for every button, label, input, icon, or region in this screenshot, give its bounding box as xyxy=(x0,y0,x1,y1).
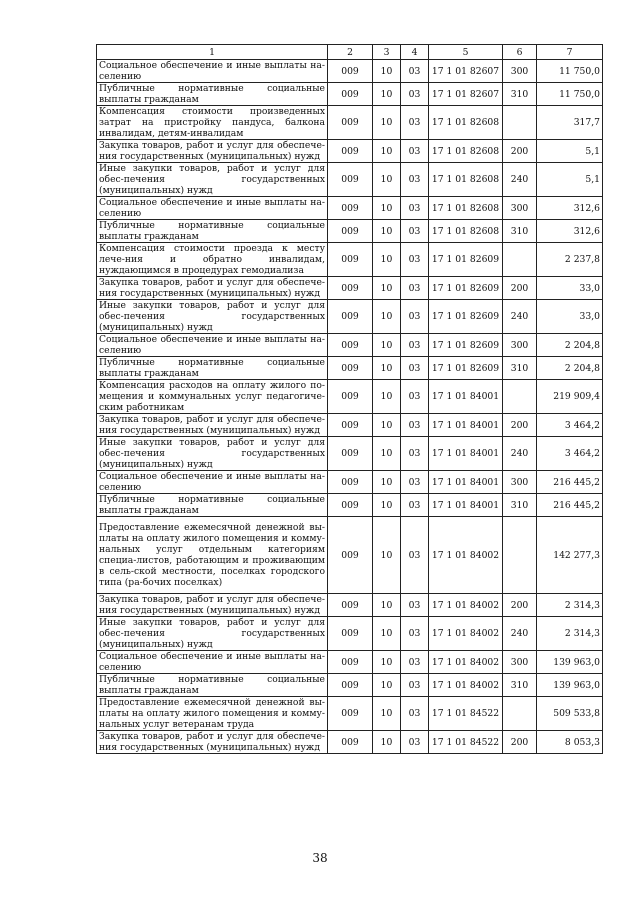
subsection-code-cell: 03 xyxy=(401,517,429,594)
amount-cell: 5,1 xyxy=(537,163,603,197)
amount-cell: 33,0 xyxy=(537,277,603,300)
target-article-cell: 17 1 01 82607 xyxy=(429,60,503,83)
row-name-cell: Иные закупки товаров, работ и услуг для обес-печения государственных (муниципальных) нужд xyxy=(97,300,328,334)
row-name-cell: Компенсация стоимости проезда к месту лече-ния и обратно инвалидам, нуждающимся в процедурах гемодиализа xyxy=(97,243,328,277)
ministry-code-cell: 009 xyxy=(328,471,373,494)
page-number: 38 xyxy=(312,851,328,865)
row-name-cell: Иные закупки товаров, работ и услуг для обес-печения государственных (муниципальных) нужд xyxy=(97,617,328,651)
target-article-cell: 17 1 01 82609 xyxy=(429,334,503,357)
subsection-code-cell: 03 xyxy=(401,220,429,243)
amount-cell: 216 445,2 xyxy=(537,471,603,494)
expense-type-cell: 240 xyxy=(503,617,537,651)
row-name-cell: Социальное обеспечение и иные выплаты на-селению xyxy=(97,334,328,357)
row-name-cell: Социальное обеспечение и иные выплаты на-селению xyxy=(97,471,328,494)
amount-cell: 139 963,0 xyxy=(537,674,603,697)
expense-type-cell: 300 xyxy=(503,471,537,494)
section-code-cell: 10 xyxy=(373,243,401,277)
amount-cell: 2 237,8 xyxy=(537,243,603,277)
amount-cell: 2 314,3 xyxy=(537,617,603,651)
target-article-cell: 17 1 01 84002 xyxy=(429,674,503,697)
row-name-cell: Социальное обеспечение и иные выплаты на-селению xyxy=(97,197,328,220)
expense-type-cell: 310 xyxy=(503,494,537,517)
section-code-cell: 10 xyxy=(373,697,401,731)
row-name-cell: Компенсация стоимости произведенных затрат на пристройку пандуса, балкона инвалидам, детям-инвалидам xyxy=(97,106,328,140)
target-article-cell: 17 1 01 82609 xyxy=(429,243,503,277)
column-header: 2 xyxy=(328,45,373,60)
table-row xyxy=(97,140,603,163)
table-row xyxy=(97,471,603,494)
amount-cell: 11 750,0 xyxy=(537,83,603,106)
ministry-code-cell: 009 xyxy=(328,106,373,140)
table-row xyxy=(97,674,603,697)
section-code-cell: 10 xyxy=(373,651,401,674)
ministry-code-cell: 009 xyxy=(328,651,373,674)
table-row xyxy=(97,731,603,754)
target-article-cell: 17 1 01 84001 xyxy=(429,437,503,471)
amount-cell: 33,0 xyxy=(537,300,603,334)
target-article-cell: 17 1 01 84002 xyxy=(429,594,503,617)
row-name-cell: Публичные нормативные социальные выплаты гражданам xyxy=(97,674,328,697)
section-code-cell: 10 xyxy=(373,594,401,617)
amount-cell: 216 445,2 xyxy=(537,494,603,517)
section-code-cell: 10 xyxy=(373,517,401,594)
target-article-cell: 17 1 01 84002 xyxy=(429,651,503,674)
section-code-cell: 10 xyxy=(373,106,401,140)
table-row xyxy=(97,60,603,83)
target-article-cell: 17 1 01 84002 xyxy=(429,517,503,594)
subsection-code-cell: 03 xyxy=(401,357,429,380)
ministry-code-cell: 009 xyxy=(328,197,373,220)
subsection-code-cell: 03 xyxy=(401,106,429,140)
budget-table xyxy=(96,44,603,754)
subsection-code-cell: 03 xyxy=(401,197,429,220)
amount-cell: 2 204,8 xyxy=(537,357,603,380)
row-name-cell: Закупка товаров, работ и услуг для обеспече-ния государственных (муниципальных) нужд xyxy=(97,277,328,300)
target-article-cell: 17 1 01 84522 xyxy=(429,731,503,754)
row-name-cell: Компенсация расходов на оплату жилого по-мещения и коммунальных услуг педагогиче-ским работникам xyxy=(97,380,328,414)
column-header: 4 xyxy=(401,45,429,60)
ministry-code-cell: 009 xyxy=(328,357,373,380)
row-name-cell: Социальное обеспечение и иные выплаты на-селению xyxy=(97,60,328,83)
row-name-cell: Предоставление ежемесячной денежной вы-платы на оплату жилого помещения и комму-нальных услуг отдельным категориям специа-листов, работающим и проживающим в сель-ской местности, поселках городского типа (ра-бочих поселках) xyxy=(97,517,328,594)
subsection-code-cell: 03 xyxy=(401,300,429,334)
expense-type-cell: 310 xyxy=(503,220,537,243)
column-header: 7 xyxy=(537,45,603,60)
row-name-cell: Публичные нормативные социальные выплаты гражданам xyxy=(97,83,328,106)
section-code-cell: 10 xyxy=(373,380,401,414)
ministry-code-cell: 009 xyxy=(328,300,373,334)
target-article-cell: 17 1 01 82607 xyxy=(429,83,503,106)
target-article-cell: 17 1 01 82608 xyxy=(429,140,503,163)
section-code-cell: 10 xyxy=(373,674,401,697)
subsection-code-cell: 03 xyxy=(401,731,429,754)
subsection-code-cell: 03 xyxy=(401,471,429,494)
table-row xyxy=(97,494,603,517)
target-article-cell: 17 1 01 82609 xyxy=(429,357,503,380)
section-code-cell: 10 xyxy=(373,300,401,334)
table-row xyxy=(97,437,603,471)
amount-cell: 219 909,4 xyxy=(537,380,603,414)
subsection-code-cell: 03 xyxy=(401,83,429,106)
expense-type-cell: 300 xyxy=(503,60,537,83)
subsection-code-cell: 03 xyxy=(401,60,429,83)
section-code-cell: 10 xyxy=(373,731,401,754)
ministry-code-cell: 009 xyxy=(328,697,373,731)
ministry-code-cell: 009 xyxy=(328,731,373,754)
column-header: 6 xyxy=(503,45,537,60)
ministry-code-cell: 009 xyxy=(328,594,373,617)
expense-type-cell: 240 xyxy=(503,163,537,197)
ministry-code-cell: 009 xyxy=(328,220,373,243)
table-row xyxy=(97,300,603,334)
expense-type-cell: 240 xyxy=(503,437,537,471)
table-row xyxy=(97,277,603,300)
subsection-code-cell: 03 xyxy=(401,617,429,651)
ministry-code-cell: 009 xyxy=(328,243,373,277)
target-article-cell: 17 1 01 84522 xyxy=(429,697,503,731)
subsection-code-cell: 03 xyxy=(401,140,429,163)
table-row xyxy=(97,380,603,414)
section-code-cell: 10 xyxy=(373,494,401,517)
expense-type-cell: 300 xyxy=(503,651,537,674)
expense-type-cell: 200 xyxy=(503,414,537,437)
row-name-cell: Закупка товаров, работ и услуг для обеспече-ния государственных (муниципальных) нужд xyxy=(97,414,328,437)
ministry-code-cell: 009 xyxy=(328,674,373,697)
expense-type-cell: 240 xyxy=(503,300,537,334)
row-name-cell: Публичные нормативные социальные выплаты гражданам xyxy=(97,220,328,243)
amount-cell: 509 533,8 xyxy=(537,697,603,731)
expense-type-cell: 200 xyxy=(503,594,537,617)
column-header: 5 xyxy=(429,45,503,60)
ministry-code-cell: 009 xyxy=(328,277,373,300)
section-code-cell: 10 xyxy=(373,163,401,197)
row-name-cell: Публичные нормативные социальные выплаты гражданам xyxy=(97,494,328,517)
target-article-cell: 17 1 01 82609 xyxy=(429,277,503,300)
subsection-code-cell: 03 xyxy=(401,651,429,674)
expense-type-cell: 310 xyxy=(503,83,537,106)
amount-cell: 139 963,0 xyxy=(537,651,603,674)
row-name-cell: Закупка товаров, работ и услуг для обеспече-ния государственных (муниципальных) нужд xyxy=(97,140,328,163)
table-row xyxy=(97,617,603,651)
table-row xyxy=(97,651,603,674)
section-code-cell: 10 xyxy=(373,334,401,357)
expense-type-cell xyxy=(503,517,537,594)
target-article-cell: 17 1 01 84002 xyxy=(429,617,503,651)
table-row xyxy=(97,334,603,357)
ministry-code-cell: 009 xyxy=(328,517,373,594)
table-row xyxy=(97,357,603,380)
section-code-cell: 10 xyxy=(373,140,401,163)
amount-cell: 312,6 xyxy=(537,220,603,243)
table-row xyxy=(97,414,603,437)
subsection-code-cell: 03 xyxy=(401,334,429,357)
row-name-cell: Закупка товаров, работ и услуг для обеспече-ния государственных (муниципальных) нужд xyxy=(97,731,328,754)
target-article-cell: 17 1 01 82609 xyxy=(429,300,503,334)
table-row xyxy=(97,697,603,731)
section-code-cell: 10 xyxy=(373,357,401,380)
ministry-code-cell: 009 xyxy=(328,414,373,437)
row-name-cell: Публичные нормативные социальные выплаты гражданам xyxy=(97,357,328,380)
subsection-code-cell: 03 xyxy=(401,414,429,437)
section-code-cell: 10 xyxy=(373,471,401,494)
amount-cell: 142 277,3 xyxy=(537,517,603,594)
column-header: 1 xyxy=(97,45,328,60)
expense-type-cell: 300 xyxy=(503,334,537,357)
ministry-code-cell: 009 xyxy=(328,140,373,163)
subsection-code-cell: 03 xyxy=(401,594,429,617)
amount-cell: 3 464,2 xyxy=(537,437,603,471)
ministry-code-cell: 009 xyxy=(328,494,373,517)
expense-type-cell xyxy=(503,243,537,277)
row-name-cell: Иные закупки товаров, работ и услуг для обес-печения государственных (муниципальных) нужд xyxy=(97,437,328,471)
ministry-code-cell: 009 xyxy=(328,334,373,357)
table-row xyxy=(97,594,603,617)
ministry-code-cell: 009 xyxy=(328,60,373,83)
section-code-cell: 10 xyxy=(373,617,401,651)
amount-cell: 2 314,3 xyxy=(537,594,603,617)
target-article-cell: 17 1 01 84001 xyxy=(429,471,503,494)
amount-cell: 317,7 xyxy=(537,106,603,140)
subsection-code-cell: 03 xyxy=(401,243,429,277)
ministry-code-cell: 009 xyxy=(328,437,373,471)
amount-cell: 11 750,0 xyxy=(537,60,603,83)
ministry-code-cell: 009 xyxy=(328,83,373,106)
amount-cell: 2 204,8 xyxy=(537,334,603,357)
ministry-code-cell: 009 xyxy=(328,163,373,197)
row-name-cell: Иные закупки товаров, работ и услуг для обес-печения государственных (муниципальных) нужд xyxy=(97,163,328,197)
table-row xyxy=(97,106,603,140)
amount-cell: 8 053,3 xyxy=(537,731,603,754)
section-code-cell: 10 xyxy=(373,220,401,243)
row-name-cell: Социальное обеспечение и иные выплаты на-селению xyxy=(97,651,328,674)
table-row xyxy=(97,517,603,594)
target-article-cell: 17 1 01 84001 xyxy=(429,494,503,517)
table-row xyxy=(97,243,603,277)
expense-type-cell: 200 xyxy=(503,731,537,754)
expense-type-cell xyxy=(503,697,537,731)
row-name-cell: Закупка товаров, работ и услуг для обеспече-ния государственных (муниципальных) нужд xyxy=(97,594,328,617)
target-article-cell: 17 1 01 82608 xyxy=(429,163,503,197)
table-row xyxy=(97,83,603,106)
expense-type-cell: 200 xyxy=(503,140,537,163)
section-code-cell: 10 xyxy=(373,60,401,83)
section-code-cell: 10 xyxy=(373,83,401,106)
section-code-cell: 10 xyxy=(373,414,401,437)
target-article-cell: 17 1 01 82608 xyxy=(429,106,503,140)
target-article-cell: 17 1 01 84001 xyxy=(429,414,503,437)
expense-type-cell xyxy=(503,380,537,414)
row-name-cell: Предоставление ежемесячной денежной вы-платы на оплату жилого помещения и комму-нальных услуг ветеранам труда xyxy=(97,697,328,731)
expense-type-cell: 310 xyxy=(503,357,537,380)
target-article-cell: 17 1 01 82608 xyxy=(429,220,503,243)
subsection-code-cell: 03 xyxy=(401,674,429,697)
expense-type-cell: 300 xyxy=(503,197,537,220)
amount-cell: 3 464,2 xyxy=(537,414,603,437)
subsection-code-cell: 03 xyxy=(401,163,429,197)
table-row xyxy=(97,197,603,220)
ministry-code-cell: 009 xyxy=(328,617,373,651)
amount-cell: 312,6 xyxy=(537,197,603,220)
expense-type-cell: 200 xyxy=(503,277,537,300)
table-header-row xyxy=(97,45,603,60)
section-code-cell: 10 xyxy=(373,197,401,220)
subsection-code-cell: 03 xyxy=(401,277,429,300)
expense-type-cell: 310 xyxy=(503,674,537,697)
section-code-cell: 10 xyxy=(373,437,401,471)
subsection-code-cell: 03 xyxy=(401,437,429,471)
subsection-code-cell: 03 xyxy=(401,697,429,731)
target-article-cell: 17 1 01 84001 xyxy=(429,380,503,414)
section-code-cell: 10 xyxy=(373,277,401,300)
ministry-code-cell: 009 xyxy=(328,380,373,414)
table-row xyxy=(97,163,603,197)
column-header: 3 xyxy=(373,45,401,60)
table-row xyxy=(97,220,603,243)
target-article-cell: 17 1 01 82608 xyxy=(429,197,503,220)
subsection-code-cell: 03 xyxy=(401,494,429,517)
amount-cell: 5,1 xyxy=(537,140,603,163)
expense-type-cell xyxy=(503,106,537,140)
subsection-code-cell: 03 xyxy=(401,380,429,414)
